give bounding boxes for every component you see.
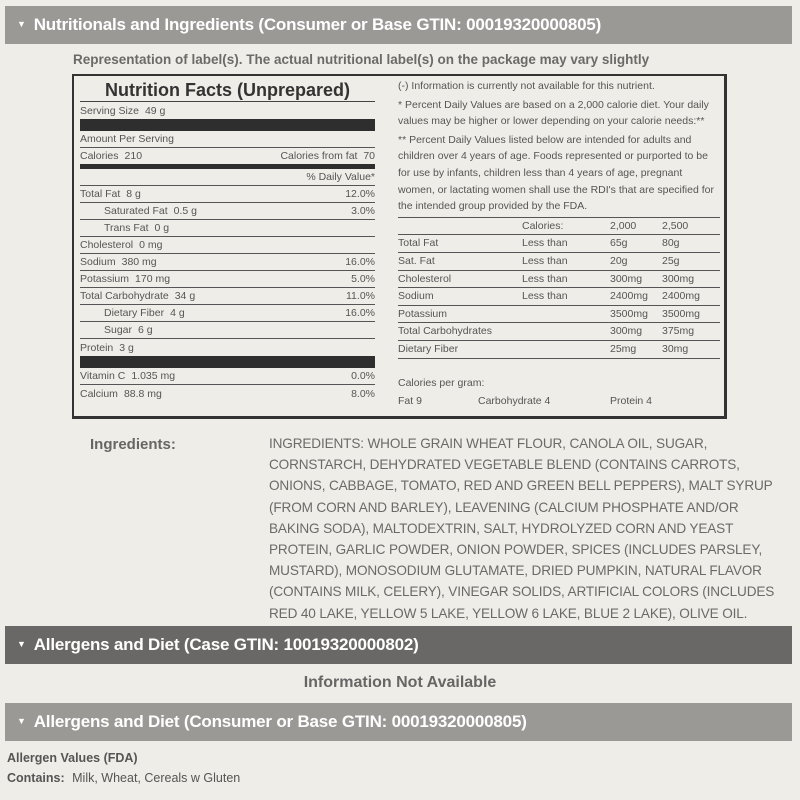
nutrient-name: Potassium bbox=[80, 273, 130, 285]
nutrition-label-box bbox=[72, 74, 727, 419]
dv-cell: 2400mg bbox=[610, 288, 662, 306]
nutrient-dv: 11.0% bbox=[346, 290, 375, 302]
vitamin-name: Vitamin C bbox=[80, 370, 126, 382]
calories-row bbox=[80, 148, 375, 169]
percent-dv-note: * Percent Daily Values are based on a 2,000 calorie diet. Your daily values may be higher or lower depending on your calorie needs:** bbox=[398, 98, 709, 128]
nutrient-amount: 170 mg bbox=[135, 273, 171, 285]
dv-header-cell: 2,000 bbox=[610, 217, 662, 235]
vitamin-dv: 8.0% bbox=[351, 387, 375, 400]
nutrient-row bbox=[80, 305, 375, 322]
representation-note: Representation of label(s). The actual nutritional label(s) on the package may vary slightly bbox=[73, 52, 650, 67]
dv-cell: Total Carbohydrates bbox=[398, 323, 522, 341]
dv-cell: 300mg bbox=[610, 270, 662, 288]
calories-from-fat-label: Calories from fat bbox=[280, 150, 358, 162]
nutrient-amount: 0 g bbox=[154, 222, 170, 234]
daily-value-header: % Daily Value* bbox=[306, 171, 375, 183]
cpg-carbohydrate: Carbohydrate 4 bbox=[478, 395, 551, 408]
dv-cell: Less than bbox=[522, 252, 610, 270]
dv-cell: 25mg bbox=[610, 340, 662, 358]
thick-divider bbox=[80, 119, 375, 131]
calories-from-fat-value: 70 bbox=[363, 150, 375, 162]
allergen-contains bbox=[7, 771, 240, 785]
vitamin-row bbox=[80, 368, 375, 385]
not-available-note: (-) Information is currently not available for this nutrient. bbox=[398, 80, 655, 92]
nutrient-row bbox=[80, 339, 375, 356]
dv-cell: Cholesterol bbox=[398, 270, 522, 288]
vitamin-amount: 1.035 mg bbox=[131, 370, 176, 382]
nutritionals-section-title: Nutritionals and Ingredients (Consumer or Base GTIN: 00019320000805) bbox=[33, 15, 602, 34]
nutritionals-section-header[interactable] bbox=[5, 6, 792, 44]
vitamin-dv: 0.0% bbox=[351, 370, 375, 382]
dv-cell: 300mg bbox=[662, 270, 720, 288]
dv-cell: 375mg bbox=[662, 323, 720, 341]
nutrient-amount: 6 g bbox=[138, 324, 153, 336]
allergens-consumer-section-title: Allergens and Diet (Consumer or Base GTIN: 00019320000805) bbox=[33, 712, 527, 731]
daily-value-header-row bbox=[80, 169, 375, 186]
nutrient-row bbox=[80, 271, 375, 288]
allergens-case-section-header[interactable] bbox=[5, 626, 792, 664]
nutrient-name: Total Carbohydrate bbox=[80, 290, 169, 302]
nutrient-name: Sugar bbox=[104, 324, 133, 336]
allergens-case-section-title: Allergens and Diet (Case GTIN: 10019320000802) bbox=[33, 635, 419, 654]
dv-cell: 25g bbox=[662, 252, 720, 270]
nutrient-row bbox=[80, 322, 375, 339]
ingredients-label: Ingredients: bbox=[90, 436, 176, 453]
nutrient-dv: 16.0% bbox=[345, 256, 375, 268]
nutrient-row bbox=[80, 288, 375, 305]
nutrient-row bbox=[80, 203, 375, 220]
nutrient-amount: 34 g bbox=[174, 290, 196, 302]
dv-table-header bbox=[398, 217, 720, 235]
dv-header-cell: 2,500 bbox=[662, 217, 720, 235]
cpg-fat: Fat 9 bbox=[398, 395, 422, 408]
dv-cell: 30mg bbox=[662, 340, 720, 358]
contains-value: Milk, Wheat, Cereals w Gluten bbox=[72, 771, 241, 785]
nutrition-facts-panel bbox=[80, 78, 375, 402]
dv-table-row bbox=[398, 270, 720, 288]
dv-cell: 300mg bbox=[610, 323, 662, 341]
nutrient-dv: 3.0% bbox=[351, 205, 375, 217]
dv-table-row bbox=[398, 235, 720, 253]
dv-cell: 65g bbox=[610, 235, 662, 253]
calories-label: Calories bbox=[80, 150, 119, 162]
caret-down-icon: ▼ bbox=[17, 639, 26, 649]
ingredients-text: INGREDIENTS: WHOLE GRAIN WHEAT FLOUR, CANOLA OIL, SUGAR, CORNSTARCH, DEHYDRATED VEGETABLE BLEND (CONTAINS CARROTS, ONIONS, CABBAGE, TOMATO, RED AND GREEN BELL PEPPERS), MALT SYRUP (FROM CORN AND BARLEY), LEAVENING (CALCIUM PHOSPHATE AND/OR BAKING SODA), MALTODEXTRIN, SALT, HYDROLYZED CORN AND YEAST PROTEIN, GARLIC POWDER, ONION POWDER, SPICES (INCLUDES PARSLEY, MUSTARD), MONOSODIUM GLUTAMATE, DRIED PUMPKIN, NATURAL FLAVOR (CONTAINS MILK, CELERY), VINEGAR SOLIDS, ARTIFICIAL COLORS (INCLUDES RED 40 LAKE, YELLOW 5 LAKE, YELLOW 6 LAKE, BLUE 2 LAKE), OLIVE OIL. bbox=[269, 436, 775, 621]
nutrient-dv: 5.0% bbox=[351, 273, 375, 285]
dv-cell: Potassium bbox=[398, 305, 522, 323]
nutrient-dv: 12.0% bbox=[345, 188, 375, 200]
nutrient-name: Trans Fat bbox=[104, 222, 149, 234]
caret-down-icon: ▼ bbox=[17, 19, 26, 29]
dv-cell bbox=[522, 340, 610, 358]
nutrient-row bbox=[80, 254, 375, 271]
dv-cell: Less than bbox=[522, 235, 610, 253]
dv-table-row bbox=[398, 305, 720, 323]
nutrient-amount: 4 g bbox=[170, 307, 185, 319]
nutrient-name: Total Fat bbox=[80, 188, 121, 200]
dv-cell: Sat. Fat bbox=[398, 252, 522, 270]
dv-cell bbox=[522, 305, 610, 323]
allergen-values-title: Allergen Values (FDA) bbox=[7, 751, 138, 765]
dv-header-cell: Calories: bbox=[522, 217, 610, 235]
nutrient-name: Sodium bbox=[80, 256, 116, 268]
dv-cell: 3500mg bbox=[662, 305, 720, 323]
nutrient-amount: 380 mg bbox=[121, 256, 157, 268]
contains-label: Contains: bbox=[7, 771, 65, 785]
daily-values-info-panel bbox=[398, 78, 720, 410]
serving-size-label: Serving Size bbox=[80, 104, 139, 117]
dv-cell: 80g bbox=[662, 235, 720, 253]
amount-per-serving-row bbox=[80, 131, 375, 148]
dv-header-cell bbox=[398, 217, 522, 235]
dv-cell: Sodium bbox=[398, 288, 522, 306]
vitamin-name: Calcium bbox=[80, 387, 118, 400]
calories-value: 210 bbox=[124, 150, 143, 162]
nutrient-row bbox=[80, 237, 375, 254]
vitamin-row bbox=[80, 385, 375, 402]
nutrient-name: Saturated Fat bbox=[104, 205, 168, 217]
dv-cell: 2400mg bbox=[662, 288, 720, 306]
dv-cell bbox=[522, 323, 610, 341]
nutrient-amount: 3 g bbox=[119, 341, 134, 354]
cpg-protein: Protein 4 bbox=[610, 395, 653, 408]
dv-table-row bbox=[398, 340, 720, 358]
calories-per-gram-label: Calories per gram: bbox=[398, 376, 485, 389]
nutrient-row bbox=[80, 186, 375, 203]
serving-size-value: 49 g bbox=[144, 104, 166, 117]
vitamin-amount: 88.8 mg bbox=[123, 387, 162, 400]
nutrient-name: Dietary Fiber bbox=[104, 307, 165, 319]
serving-size-row bbox=[80, 102, 375, 119]
dv-cell: 3500mg bbox=[610, 305, 662, 323]
dv-cell: Total Fat bbox=[398, 235, 522, 253]
nutrient-amount: 8 g bbox=[126, 188, 141, 200]
nutrient-name: Cholesterol bbox=[80, 239, 134, 251]
caret-down-icon: ▼ bbox=[17, 716, 26, 726]
dv-cell: 20g bbox=[610, 252, 662, 270]
nutrient-amount: 0.5 g bbox=[173, 205, 197, 217]
nutrient-row bbox=[80, 220, 375, 237]
nutrient-dv: 16.0% bbox=[345, 307, 375, 319]
dv-cell: Less than bbox=[522, 270, 610, 288]
dv-table-row bbox=[398, 288, 720, 306]
amount-per-serving-label: Amount Per Serving bbox=[80, 133, 174, 145]
rdi-note: ** Percent Daily Values listed below are intended for adults and children over 4 years of age. Foods represented or purported to be for use by infants, children less than 4 years of age, pregnant women, or lactating women shall use the RDI's that are specified for the intended group provided by the FDA. bbox=[398, 133, 714, 213]
daily-values-table bbox=[398, 217, 720, 359]
dv-cell: Less than bbox=[522, 288, 610, 306]
nutrition-facts-title: Nutrition Facts (Unprepared) bbox=[80, 78, 375, 102]
nutrient-amount: 0 mg bbox=[139, 239, 163, 251]
thick-divider bbox=[80, 356, 375, 368]
nutrient-name: Protein bbox=[80, 341, 114, 354]
dv-cell: Dietary Fiber bbox=[398, 340, 522, 358]
information-not-available: Information Not Available bbox=[303, 674, 497, 691]
dv-table-row bbox=[398, 323, 720, 341]
dv-table-row bbox=[398, 252, 720, 270]
calories-per-gram-values bbox=[398, 393, 720, 410]
allergens-consumer-section-header[interactable] bbox=[5, 703, 792, 741]
